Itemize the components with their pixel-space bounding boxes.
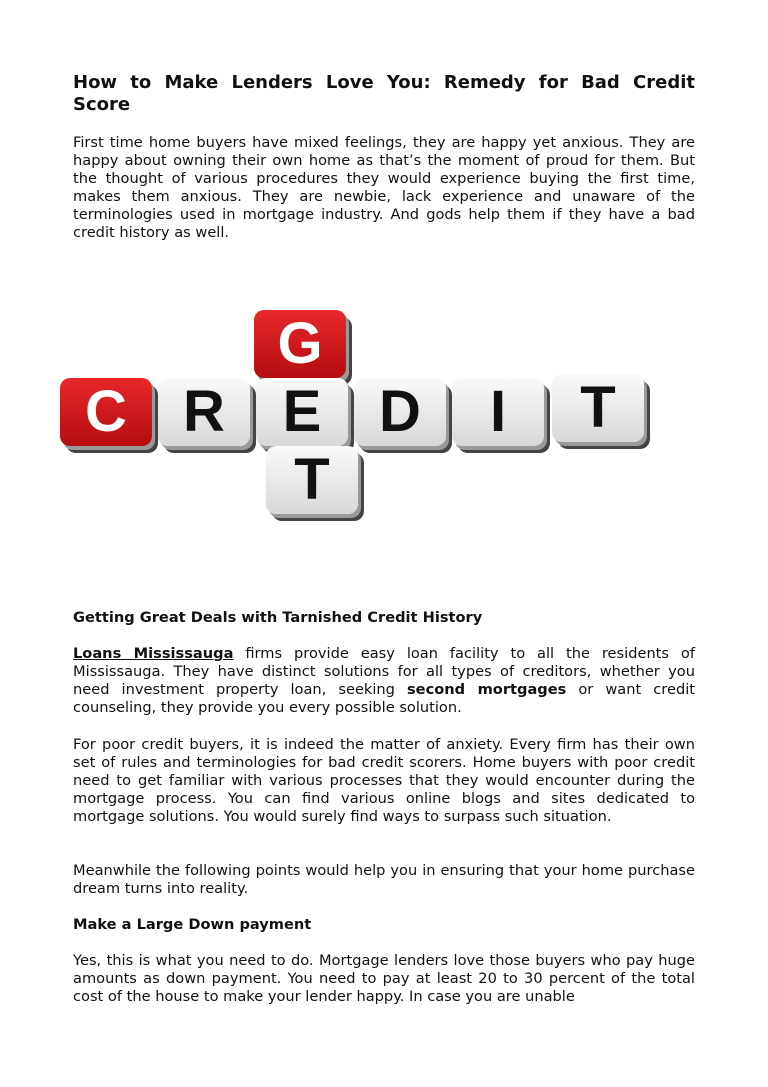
page-title: How to Make Lenders Love You: Remedy for Bad Credit Score (73, 72, 695, 115)
paragraph (73, 645, 695, 717)
paragraph: For poor credit buyers, it is indeed the matter of anxiety. Every firm has their own set of rules and terminologies for bad credit scorers. Home buyers with poor credit need to get familiar with various processes that they would encounter during the mortgage process. You can find various online blogs and sites dedicated to mortgage solutions. You would surely find ways to surpass such situation. (73, 736, 695, 825)
text: firms provide easy loan facility to all the residents of Mississauga. They have distinct solutions for all types of creditors, whether you need investment property loan, seeking (73, 645, 695, 698)
paragraph: Yes, this is what you need to do. Mortgage lenders love those buyers who pay huge amounts as down payment. You need to pay at least 20 to 30 percent of the total cost of the house to make your lender happy. In case you are unable (73, 952, 695, 1005)
cube-g: G (254, 310, 346, 378)
section-heading: Getting Great Deals with Tarnished Credit History (73, 609, 483, 626)
cube-i: I (452, 378, 544, 446)
cube-t-bottom: T (266, 446, 358, 514)
cube-d: D (354, 378, 446, 446)
text: or want credit counseling, they provide you every possible solution. (73, 681, 695, 716)
loans-mississauga-link[interactable]: Loans Mississauga (73, 645, 234, 662)
section-heading: Make a Large Down payment (73, 916, 312, 933)
second-mortgages-bold: second mortgages (407, 681, 567, 698)
intro-paragraph: First time home buyers have mixed feelings, they are happy yet anxious. They are happy about owning their own home as that’s the moment of proud for them. But the thought of various procedures they would experience buying the first time, makes them anxious. They are newbie, lack experience and unaware of the terminologies used in mortgage industry. And gods help them if they have a bad credit history as well. (73, 134, 695, 241)
cube-t: T (552, 374, 644, 442)
cube-r: R (158, 378, 250, 446)
cube-e: E (256, 378, 348, 446)
cube-c: C (60, 378, 152, 446)
paragraph: Meanwhile the following points would help you in ensuring that your home purchase dream turns into reality. (73, 862, 695, 897)
